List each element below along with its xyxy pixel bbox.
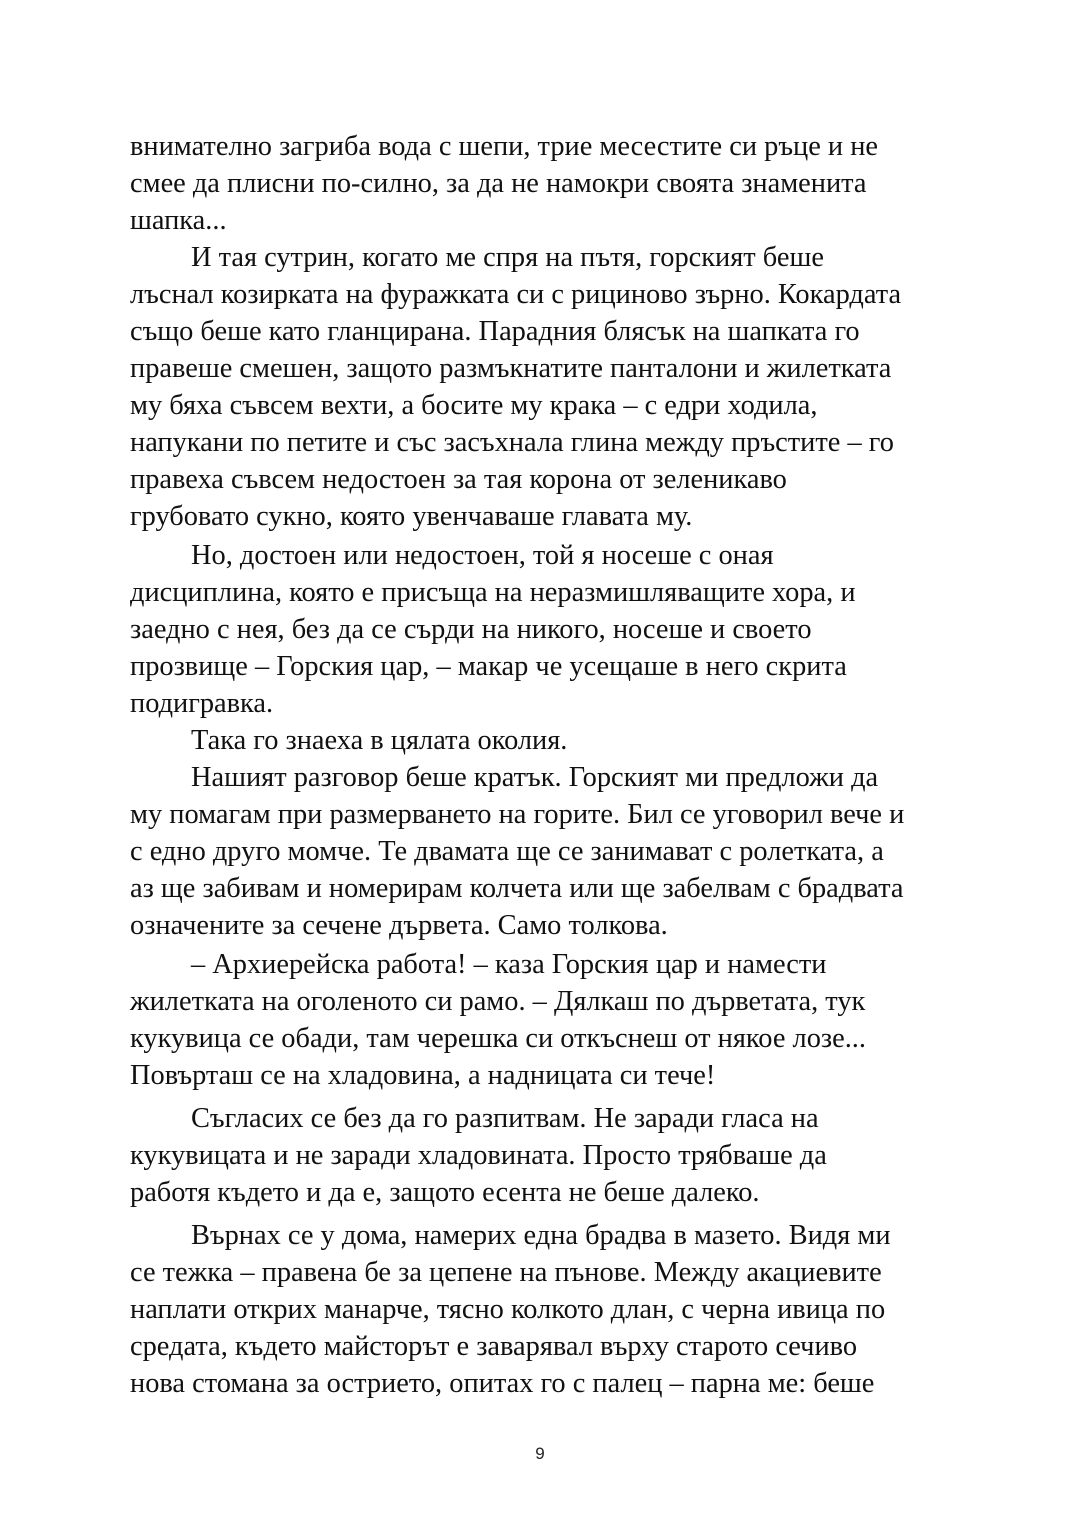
paragraph-start-line: Нашият разговор беше кратък. Горският ми предложи да xyxy=(191,762,879,793)
body-text xyxy=(130,128,960,1402)
text-line: правеше смешен, защото размъкнатите панталони и жилетката xyxy=(130,353,892,384)
text-line: лъснал козирката на фуражката си с рициново зърно. Кокардата xyxy=(130,279,902,310)
text-line: с едно друго момче. Те двамата ще се занимават с ролетката, а xyxy=(130,836,884,867)
text-line: наплати открих манарче, тясно колкото длан, с черна ивица по xyxy=(130,1294,886,1325)
text-line: внимателно загриба вода с шепи, трие месестите си ръце и не xyxy=(130,131,878,162)
text-line: средата, където майсторът е заварявал върху старото сечиво xyxy=(130,1331,858,1362)
text-line: правеха съвсем недостоен за тая корона от зеленикаво xyxy=(130,464,787,495)
text-line: се тежка – правена бе за цепене на пънове. Между акациевите xyxy=(130,1257,882,1288)
text-line: кукувицата и не заради хладовината. Просто трябваше да xyxy=(130,1140,827,1171)
text-line: аз ще забивам и номерирам колчета или ще забелвам с брадвата xyxy=(130,873,904,904)
text-line: кукувица се обади, там черешка си откъснеш от някое лозе... xyxy=(130,1023,866,1054)
text-line: жилетката на оголеното си рамо. – Дялкаш по дърветата, тук xyxy=(130,986,866,1017)
paragraph-start-line: – Архиерейска работа! – каза Горския цар и намести xyxy=(191,949,827,980)
text-line: работя където и да е, защото есента не беше далеко. xyxy=(130,1177,760,1208)
text-line: нова стомана за острието, опитах го с палец – парна ме: беше xyxy=(130,1368,875,1399)
page-number: 9 xyxy=(535,1444,545,1463)
paragraph-start-line: Така го знаеха в цялата околия. xyxy=(191,725,568,756)
text-line: Повърташ се на хладовина, а надницата си тече! xyxy=(130,1060,716,1091)
text-line: му бяха съвсем вехти, а босите му крака – с едри ходила, xyxy=(130,390,818,421)
text-line: смее да плисни по-силно, за да не намокри своята знаменита xyxy=(130,168,867,199)
text-line: му помагам при размерването на горите. Бил се уговорил вече и xyxy=(130,799,905,830)
text-line: грубовато сукно, която увенчаваше главата му. xyxy=(130,501,693,532)
paragraph-start-line: Съгласих се без да го разпитвам. Не заради гласа на xyxy=(191,1103,819,1134)
text-line: шапка... xyxy=(130,205,227,236)
text-line: прозвище – Горския цар, – макар че усещаше в него скрита xyxy=(130,651,847,682)
paragraph-start-line: Върнах се у дома, намерих една брадва в мазето. Видя ми xyxy=(191,1220,891,1251)
text-line: също беше като гланцирана. Парадния блясък на шапката го xyxy=(130,316,860,347)
text-line: напукани по петите и със засъхнала глина между пръстите – го xyxy=(130,427,894,458)
text-line: дисциплина, която е присъща на неразмишляващите хора, и xyxy=(130,577,856,608)
text-line: подигравка. xyxy=(130,688,274,719)
text-line: заедно с нея, без да се сърди на никого, носеше и своето xyxy=(130,614,812,645)
text-line: означените за сечене дървета. Само толкова. xyxy=(130,910,668,941)
paragraph-start-line: И тая сутрин, когато ме спря на пътя, горският беше xyxy=(191,242,824,273)
paragraph-start-line: Но, достоен или недостоен, той я носеше с оная xyxy=(191,540,774,571)
